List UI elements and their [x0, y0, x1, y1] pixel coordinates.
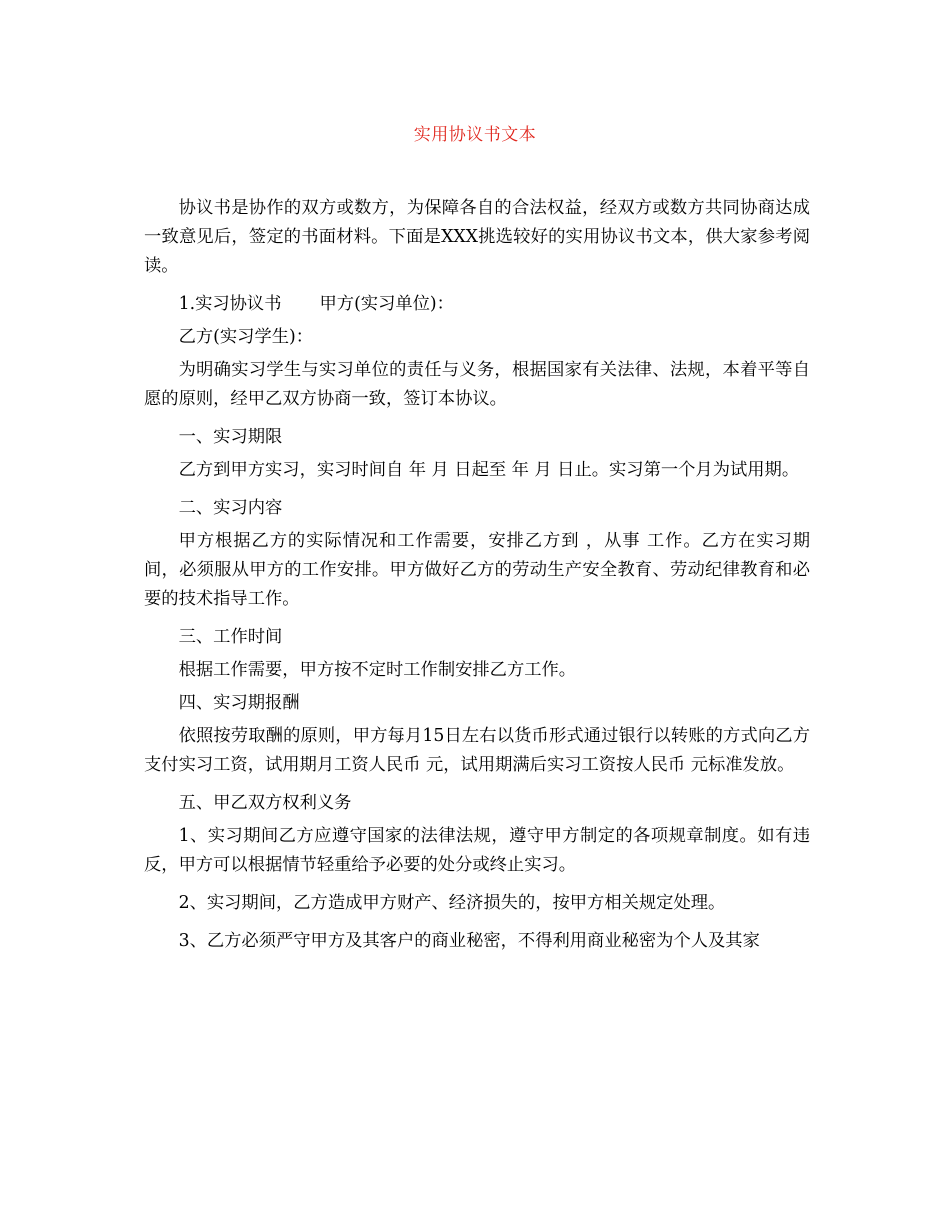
- section1-heading: 1.实习协议书: [178, 294, 282, 314]
- preamble-paragraph: 为明确实习学生与实习单位的责任与义务，根据国家有关法律、法规，本着平等自愿的原则，经甲乙双方协商一致，签订本协议。: [144, 360, 810, 409]
- party-b-label: 乙方(实习学生)：: [178, 327, 314, 347]
- clause3-paragraph: 根据工作需要，甲方按不定时工作制安排乙方工作。: [178, 660, 577, 680]
- clause4-paragraph: 依照按劳取酬的原则，甲方每月15日左右以货币形式通过银行以转账的方式向乙方支付实习工资，试用期月工资人民币 元，试用期满后实习工资按人民币 元标准发放。: [144, 726, 810, 775]
- clause5-item-2: 2、实习期间，乙方造成甲方财产、经济损失的，按甲方相关规定处理。: [178, 893, 726, 913]
- party-a-label: 甲方(实习单位)：: [319, 294, 454, 314]
- clause2-paragraph: 甲方根据乙方的实际情况和工作需要，安排乙方到 ，从事 工作。乙方在实习期间，必须服从甲方的工作安排。甲方做好乙方的劳动生产安全教育、劳动纪律教育和必要的技术指导工作。: [144, 531, 810, 609]
- clause3-heading: 三、工作时间: [178, 627, 283, 647]
- document-body: [144, 194, 810, 965]
- clause1-paragraph: 乙方到甲方实习，实习时间自 年 月 日起至 年 月 日止。实习第一个月为试用期。: [178, 460, 800, 480]
- clause2-heading: 二、实习内容: [178, 498, 283, 518]
- document-title: 实用协议书文本: [413, 125, 537, 145]
- clause1-heading: 一、实习期限: [178, 427, 283, 447]
- intro-paragraph: 协议书是协作的双方或数方，为保障各自的合法权益，经双方或数方共同协商达成一致意见后，签定的书面材料。下面是XXX挑选较好的实用协议书文本，供大家参考阅读。: [144, 198, 810, 276]
- clause5-item-1: 1、实习期间乙方应遵守国家的法律法规，遵守甲方制定的各项规章制度。如有违反，甲方可以根据情节轻重给予必要的处分或终止实习。: [144, 826, 810, 875]
- section1-line: [144, 290, 810, 319]
- clause5-heading: 五、甲乙双方权利义务: [178, 793, 352, 813]
- clause5-item-3: 3、乙方必须严守甲方及其客户的商业秘密，不得利用商业秘密为个人及其家: [178, 931, 760, 951]
- clause4-heading: 四、实习期报酬: [178, 693, 300, 713]
